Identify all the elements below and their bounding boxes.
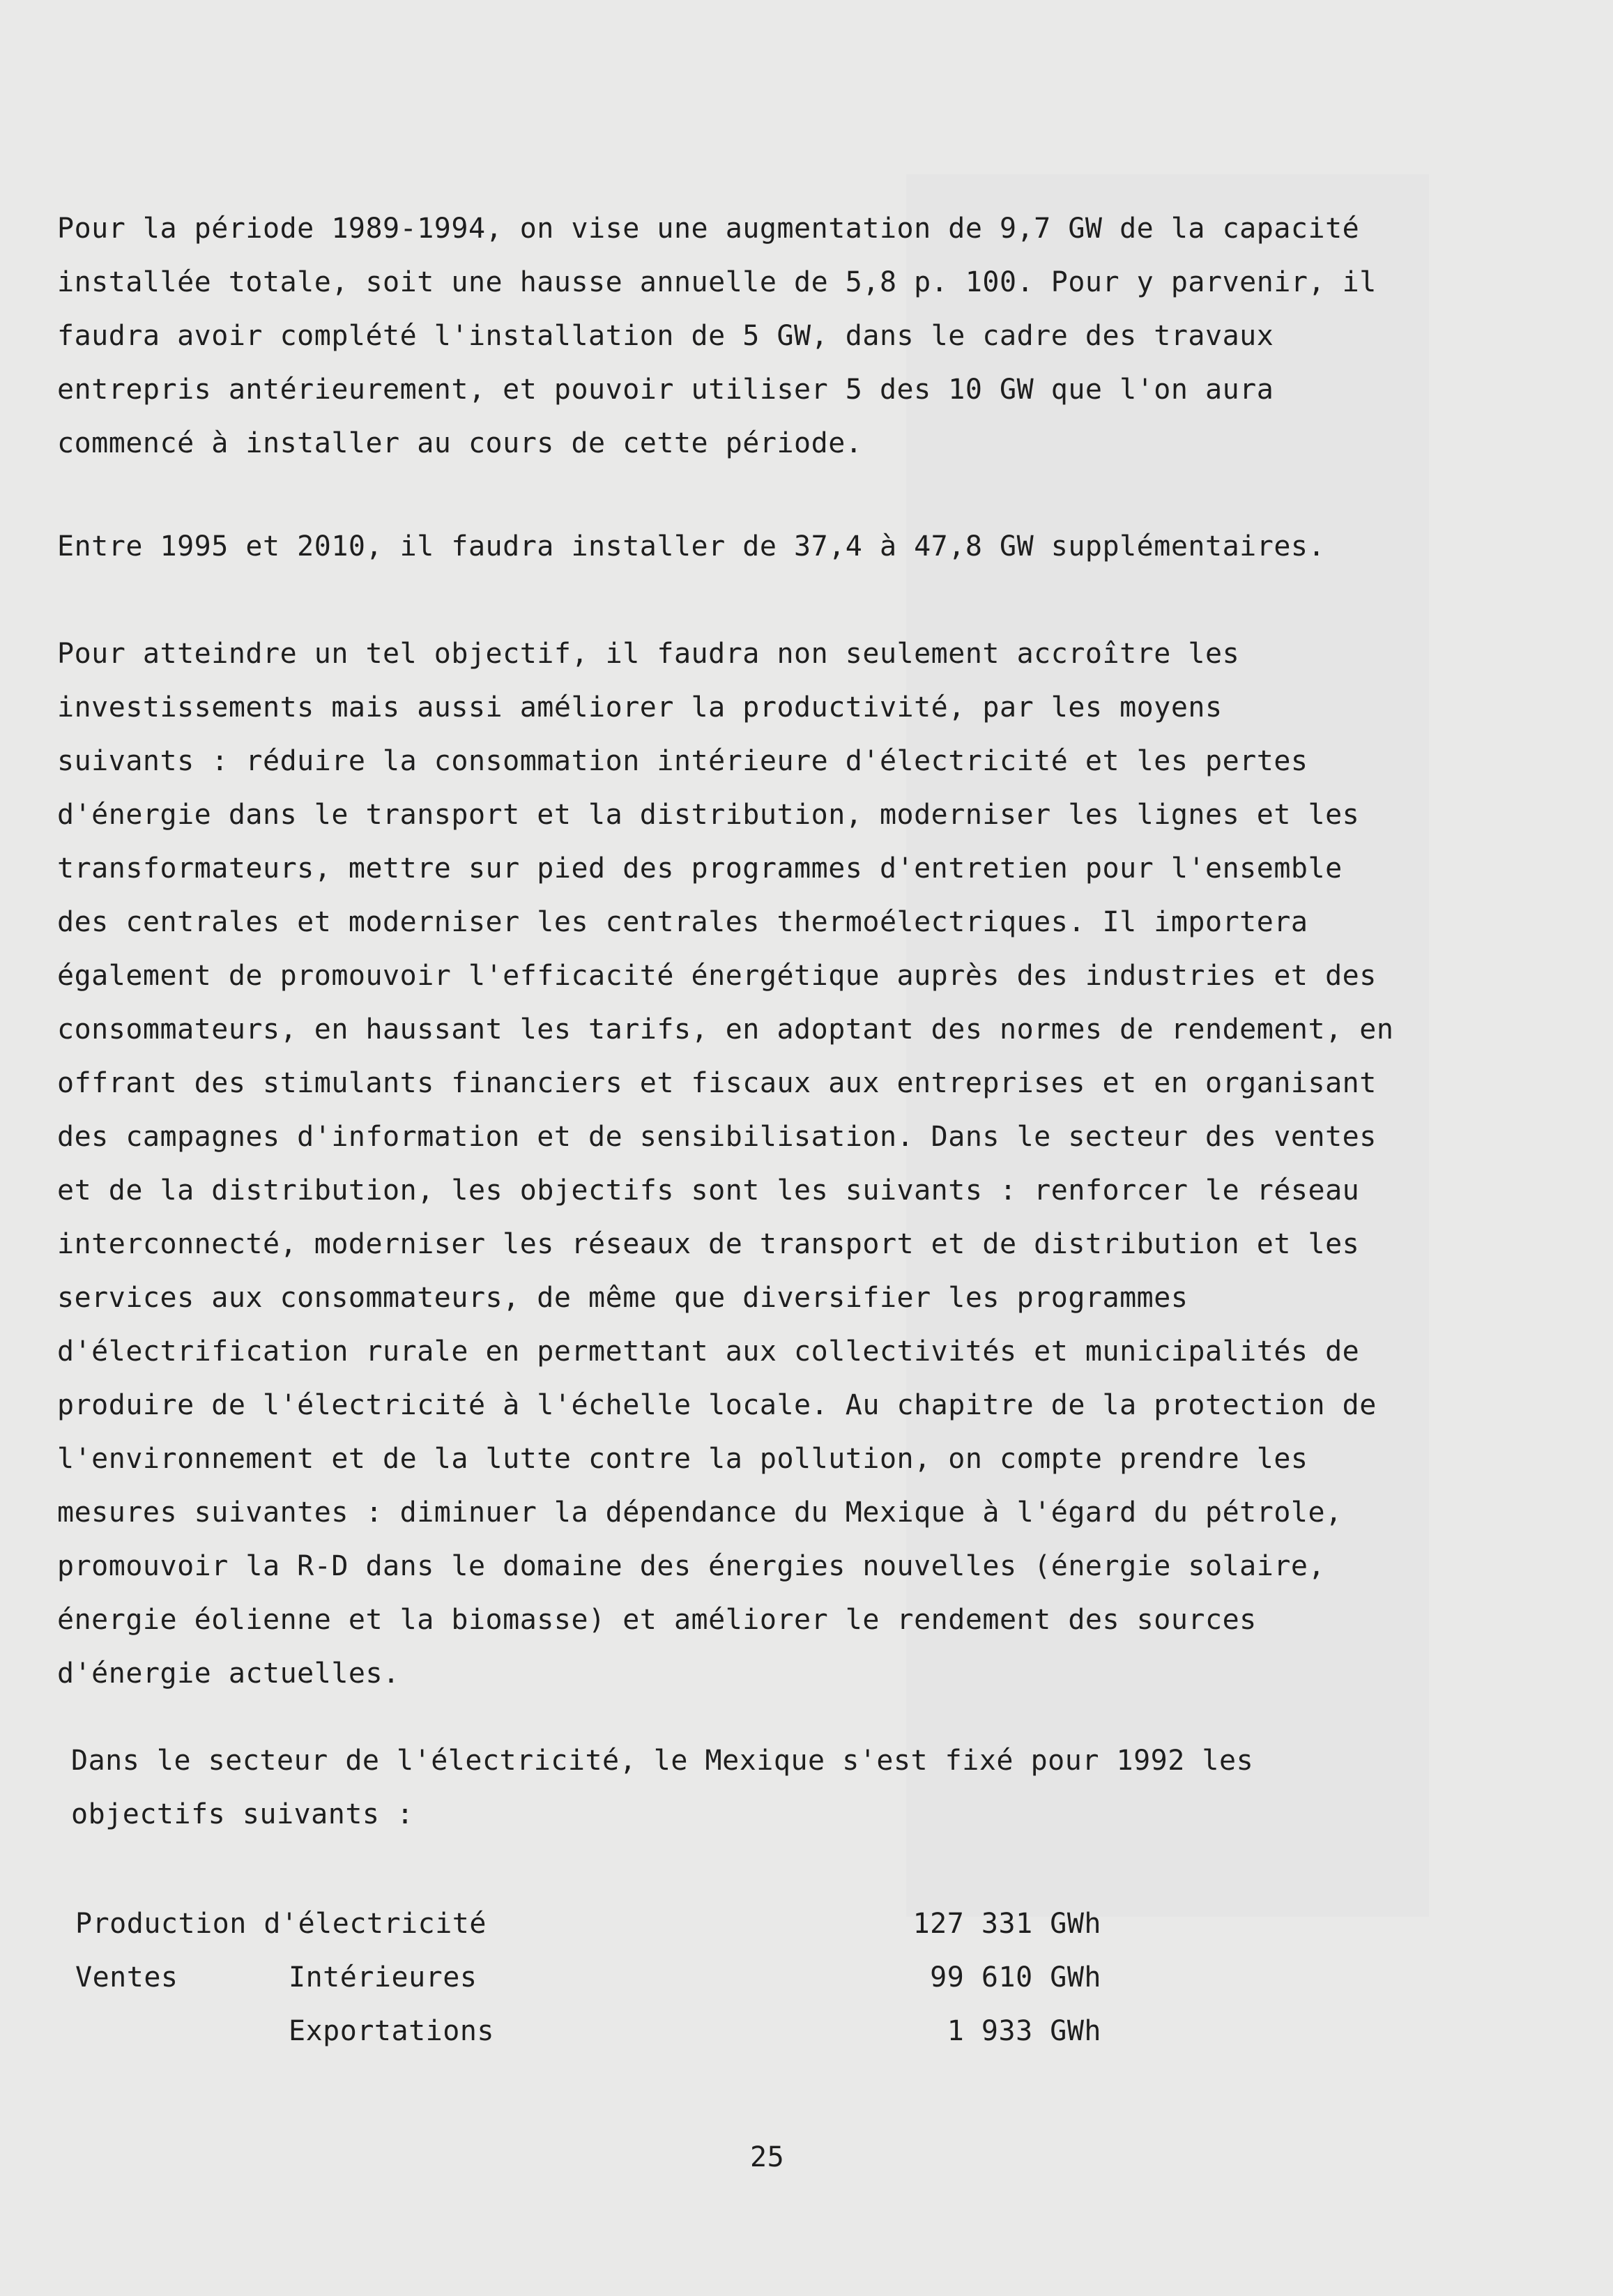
text-line: investissements mais aussi améliorer la productivité, par les moyens <box>57 691 1223 724</box>
text-line: produire de l'électricité à l'échelle locale. Au chapitre de la protection de <box>57 1389 1377 1421</box>
objective-value: 1 933 GWh <box>947 2015 1101 2047</box>
text-line: services aux consommateurs, de même que diversifier les programmes <box>57 1282 1188 1314</box>
objective-row-exportations <box>75 2005 1191 2058</box>
text-line: des centrales et moderniser les centrales thermoélectriques. Il importera <box>57 906 1308 938</box>
text-line: promouvoir la R-D dans le domaine des énergies nouvelles (énergie solaire, <box>57 1550 1326 1582</box>
text-line: Pour atteindre un tel objectif, il faudra non seulement accroître les <box>57 638 1240 670</box>
text-line: l'environnement et de la lutte contre la pollution, on compte prendre les <box>57 1443 1308 1475</box>
text-line: d'électrification rurale en permettant aux collectivités et municipalités de <box>57 1335 1360 1368</box>
text-line: d'énergie dans le transport et la distribution, moderniser les lignes et les <box>57 799 1360 831</box>
objective-label: Ventes <box>75 1961 178 1993</box>
text-line: d'énergie actuelles. <box>57 1658 400 1690</box>
text-line: installée totale, soit une hausse annuelle de 5,8 p. 100. Pour y parvenir, il <box>57 266 1377 298</box>
text-line: des campagnes d'information et de sensibilisation. Dans le secteur des ventes <box>57 1121 1377 1153</box>
text-line: objectifs suivants : <box>71 1798 414 1830</box>
page-number: 25 <box>750 2141 785 2173</box>
text-line: mesures suivantes : diminuer la dépendance du Mexique à l'égard du pétrole, <box>57 1497 1343 1529</box>
text-line: consommateurs, en haussant les tarifs, en adoptant des normes de rendement, en <box>57 1013 1394 1046</box>
text-line: et de la distribution, les objectifs sont les suivants : renforcer le réseau <box>57 1174 1360 1207</box>
text-line: également de promouvoir l'efficacité énergétique auprès des industries et des <box>57 960 1377 992</box>
objective-sublabel: Intérieures <box>289 1961 477 1993</box>
paragraph-1992-objectives-intro <box>71 1734 1479 1842</box>
objective-label: Production d'électricité <box>75 1908 487 1940</box>
text-line: suivants : réduire la consommation intérieure d'électricité et les pertes <box>57 745 1308 777</box>
text-line: Dans le secteur de l'électricité, le Mexique s'est fixé pour 1992 les <box>71 1745 1254 1777</box>
objective-row-production <box>75 1897 1191 1951</box>
text-line: faudra avoir complété l'installation de 5 GW, dans le cadre des travaux <box>57 320 1274 352</box>
paragraph-capacity-1989-1994 <box>57 202 1465 470</box>
text-line: interconnecté, moderniser les réseaux de transport et de distribution et les <box>57 1228 1360 1260</box>
text-line: Pour la période 1989-1994, on vise une augmentation de 9,7 GW de la capacité <box>57 213 1360 245</box>
text-line: transformateurs, mettre sur pied des programmes d'entretien pour l'ensemble <box>57 852 1343 885</box>
objectives-table <box>75 1897 1191 2058</box>
paragraph-1995-2010 <box>57 520 1465 574</box>
objective-value: 127 331 GWh <box>912 1908 1101 1940</box>
text-line: énergie éolienne et la biomasse) et améliorer le rendement des sources <box>57 1604 1257 1636</box>
text-line: commencé à installer au cours de cette période. <box>57 427 863 459</box>
objective-row-ventes-interieures <box>75 1951 1191 2005</box>
paragraph-objectives-means <box>57 627 1465 1701</box>
text-line: entrepris antérieurement, et pouvoir utiliser 5 des 10 GW que l'on aura <box>57 374 1274 406</box>
objective-sublabel: Exportations <box>289 2015 494 2047</box>
objective-value: 99 610 GWh <box>930 1961 1101 1993</box>
text-line: offrant des stimulants financiers et fiscaux aux entreprises et en organisant <box>57 1067 1377 1099</box>
text-line: Entre 1995 et 2010, il faudra installer de 37,4 à 47,8 GW supplémentaires. <box>57 530 1326 562</box>
